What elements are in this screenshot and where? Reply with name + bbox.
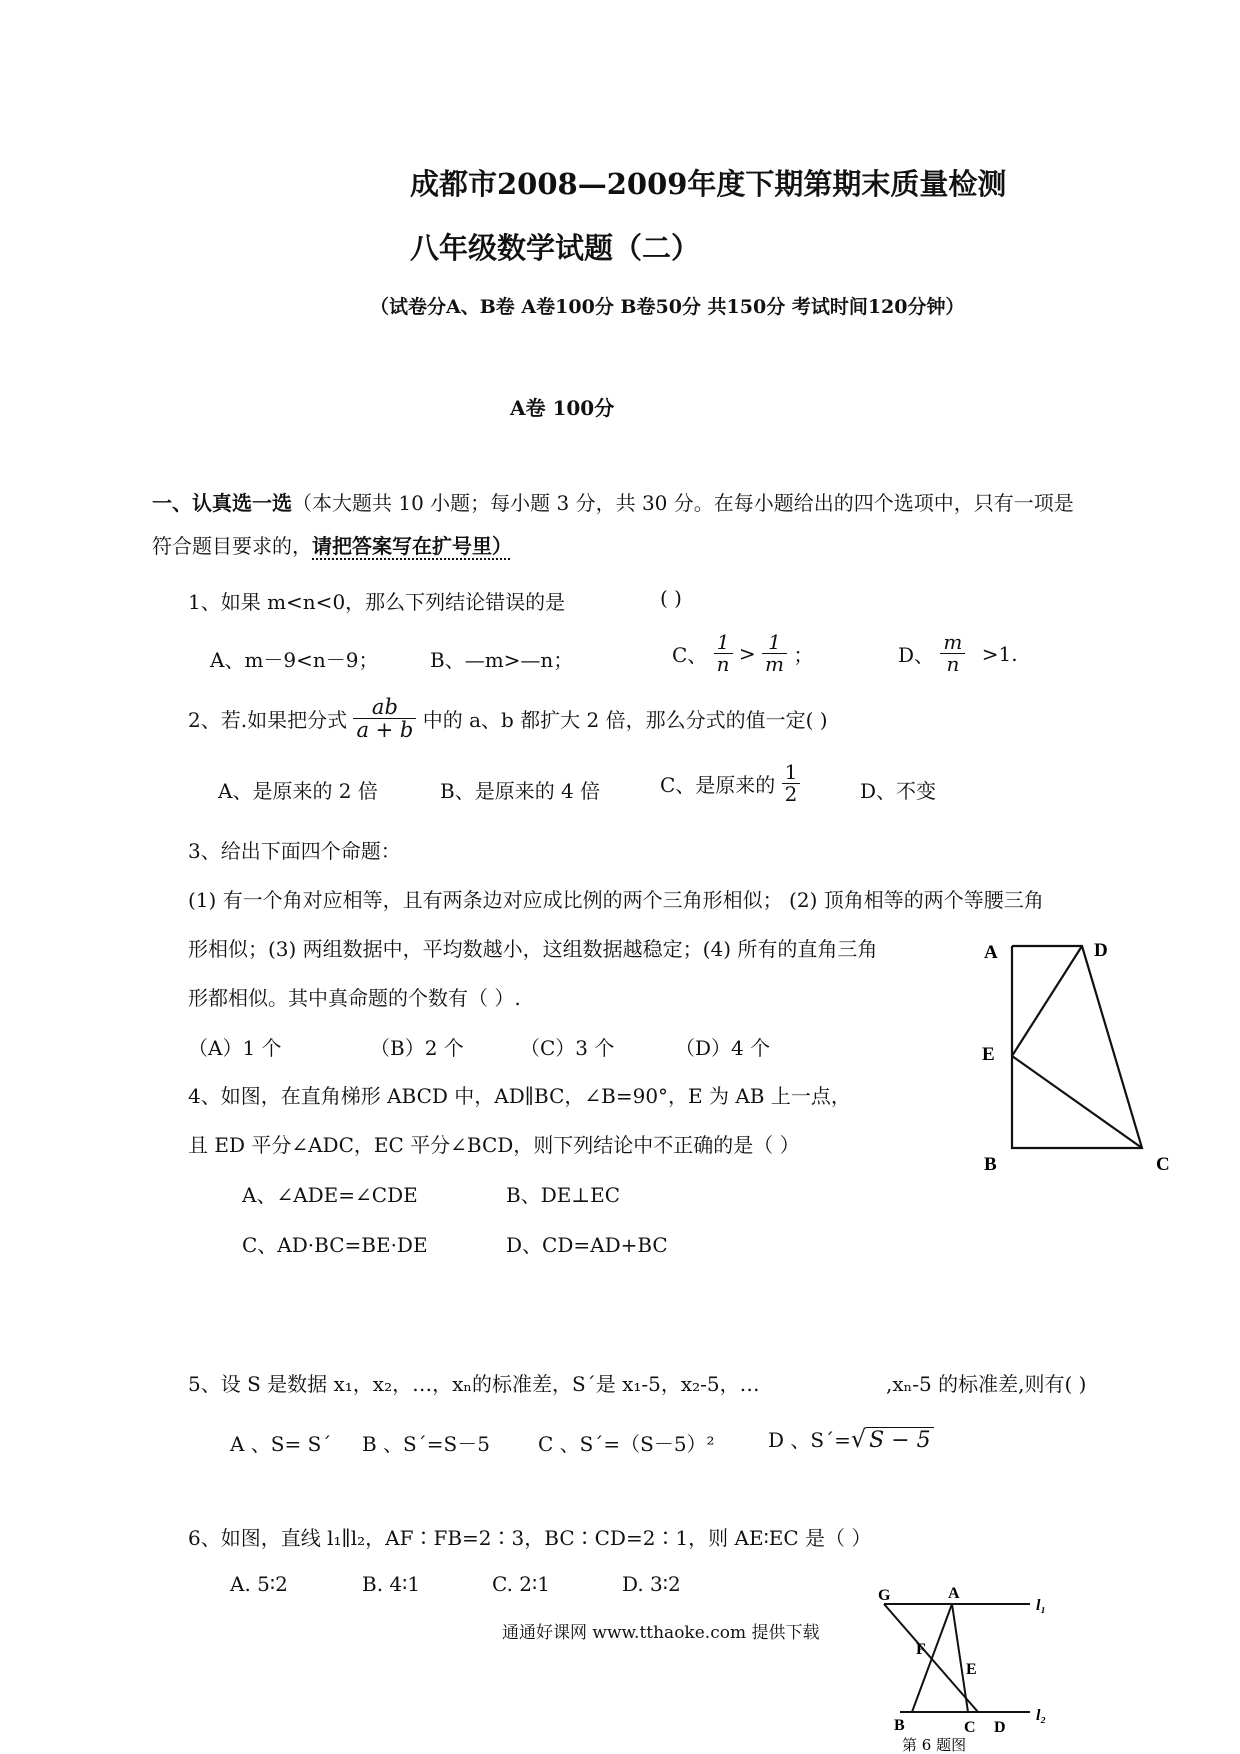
q1-c-den2: m [765, 652, 785, 676]
radical-icon: √ [850, 1425, 867, 1453]
q1-c-den1: n [716, 652, 730, 676]
q1-c-gt: > [738, 641, 756, 666]
q4-label-B: B [984, 1154, 997, 1175]
q3-line1: (1) 有一个角对应相等，且有两条边对应成比例的两个三角形相似； (2) 顶角相等的两个等腰三角 [188, 888, 1044, 912]
q2-c-num: 1 [782, 762, 801, 784]
q1-option-d [898, 632, 1018, 675]
q4-line1: 4、如图，在直角梯形 ABCD 中，AD∥BC，∠B=90°，E 为 AB 上一点， [188, 1084, 851, 1108]
q1-d-den: n [946, 652, 960, 676]
q3-line2: 形相似；(3) 两组数据中，平均数越小，这组数据越稳定；(4) 所有的直角三角 [188, 937, 878, 961]
q4-line2: 且 ED 平分∠ADC，EC 平分∠BCD，则下列结论中不正确的是（ ） [188, 1133, 800, 1157]
q2-option-c [660, 762, 800, 805]
section-a-title: A卷 100分 [510, 396, 615, 420]
q4-label-A: A [984, 942, 998, 963]
q3-option-b: （B）2 个 [370, 1036, 464, 1060]
q2-option-b: B、是原来的 4 倍 [440, 779, 601, 803]
q4-segment-EC [1012, 1056, 1142, 1148]
q6-label-F: F [916, 1641, 926, 1658]
q5-stem-pre: 5、设 S 是数据 x₁，x₂，…，xₙ的标准差，S´是 x₁-5，x₂-5，… [188, 1372, 760, 1396]
q2-stem [188, 696, 828, 741]
section1-intro2-text: 符合题目要求的， [152, 534, 312, 558]
q1-option-a: A、m－9<n－9； [210, 648, 379, 672]
q4-label-E: E [982, 1044, 995, 1065]
q2-stem-pre: 2、若.如果把分式 [188, 708, 348, 733]
q1-c-fraction2 [762, 632, 787, 675]
q1-d-fraction [940, 632, 965, 675]
q2-c-label: C、是原来的 [660, 773, 776, 797]
q3-line3: 形都相似。其中真命题的个数有（ ）. [188, 986, 521, 1010]
exam-title: 成都市2008—2009年度下期第期末质量检测 [410, 167, 1007, 201]
q2-option-d: D、不变 [860, 779, 937, 803]
q1-c-label: C、 [672, 643, 708, 667]
q4-label-C: C [1156, 1154, 1170, 1175]
q4-segment-ED [1012, 946, 1082, 1056]
section1-intro-text: （本大题共 10 小题；每小题 3 分，共 30 分。在每小题给出的四个选项中，只有一项是 [292, 491, 1074, 515]
q6-parallel-lines-figure [870, 1580, 1070, 1752]
q6-option-d: D. 3∶2 [622, 1572, 681, 1596]
q6-label-C: C [964, 1719, 976, 1736]
q6-label-B: B [894, 1717, 905, 1734]
q4-option-c: C、AD·BC=BE·DE [242, 1233, 428, 1257]
q6-label-l2: l₂ [1036, 1707, 1047, 1724]
q5-stem-post: ,xₙ-5 的标准差,则有( ) [886, 1372, 1087, 1396]
q2-stem-post: 中的 a、b 都扩大 2 倍，那么分式的值一定( ) [422, 708, 828, 733]
section1-answer-instruction: 请把答案写在扩号里） [312, 534, 512, 558]
exam-note: （试卷分A、B卷 A卷100分 B卷50分 共150分 考试时间120分钟） [370, 296, 965, 318]
q2-frac-den: a + b [356, 718, 414, 743]
q1-option-b: B、—m>—n； [430, 648, 574, 672]
q6-option-c: C. 2∶1 [492, 1572, 550, 1596]
q4-option-a: A、∠ADE=∠CDE [242, 1183, 418, 1207]
q6-label-E: E [966, 1661, 977, 1678]
q2-c-fraction [782, 762, 801, 805]
q4-option-b: B、DE⊥EC [506, 1183, 621, 1207]
q2-frac-num: ab [353, 696, 416, 719]
q3-stem: 3、给出下面四个命题： [188, 839, 401, 863]
q5-option-c: C 、S´=（S－5）² [538, 1432, 715, 1456]
q5-d-label: D 、S´= [768, 1428, 851, 1452]
q4-trapezoid-outline [1012, 946, 1142, 1148]
q6-segment-AC [952, 1604, 968, 1712]
q1-c-fraction1 [714, 632, 733, 675]
q5-option-a: A 、S= S´ [230, 1432, 332, 1456]
q1-c-suffix: ； [793, 643, 814, 667]
q1-stem: 1、如果 m<n<0，那么下列结论错误的是 [188, 590, 566, 614]
q6-label-l1: l₁ [1036, 1597, 1047, 1614]
q1-d-suffix: >1. [981, 641, 1018, 666]
q1-c-num2: 1 [762, 632, 787, 654]
q6-segment-AB [912, 1604, 952, 1712]
q3-option-c: （C）3 个 [520, 1036, 615, 1060]
q1-d-num: m [940, 632, 965, 654]
q6-option-a: A. 5∶2 [230, 1572, 288, 1596]
q4-trapezoid-figure [970, 930, 1180, 1190]
q2-option-a: A、是原来的 2 倍 [218, 779, 378, 803]
section1-heading: 一、认真选一选 [152, 491, 292, 515]
q4-option-d: D、CD=AD+BC [506, 1233, 668, 1257]
q1-d-label: D、 [898, 643, 935, 667]
page-footer: 通通好课网 www.tthaoke.com 提供下载 [502, 1623, 820, 1643]
q6-stem: 6、如图，直线 l₁∥l₂，AF∶FB=2∶3，BC∶CD=2∶1，则 AE∶EC 是（ ） [188, 1526, 872, 1550]
q3-option-a: （A）1 个 [188, 1036, 282, 1060]
q4-label-D: D [1094, 940, 1108, 961]
q6-label-G: G [878, 1587, 891, 1604]
q1-answer-paren: ( ) [660, 586, 682, 610]
exam-subtitle: 八年级数学试题（二） [410, 231, 701, 265]
q5-d-radicand: S − 5 [866, 1427, 934, 1453]
q2-c-den: 2 [784, 782, 798, 806]
q1-option-c [672, 632, 813, 675]
q5-option-d [768, 1424, 934, 1453]
q6-option-b: B. 4∶1 [362, 1572, 421, 1596]
q6-label-A: A [948, 1585, 960, 1602]
q1-c-num1: 1 [714, 632, 733, 654]
section1-intro [152, 487, 1074, 516]
q3-option-d: （D）4 个 [675, 1036, 771, 1060]
q6-figure-caption: 第 6 题图 [902, 1736, 967, 1752]
section1-intro-line2 [152, 530, 512, 559]
q5-option-b: B 、S´=S－5 [362, 1432, 490, 1456]
q2-fraction [353, 696, 416, 741]
q6-label-D: D [994, 1719, 1006, 1736]
